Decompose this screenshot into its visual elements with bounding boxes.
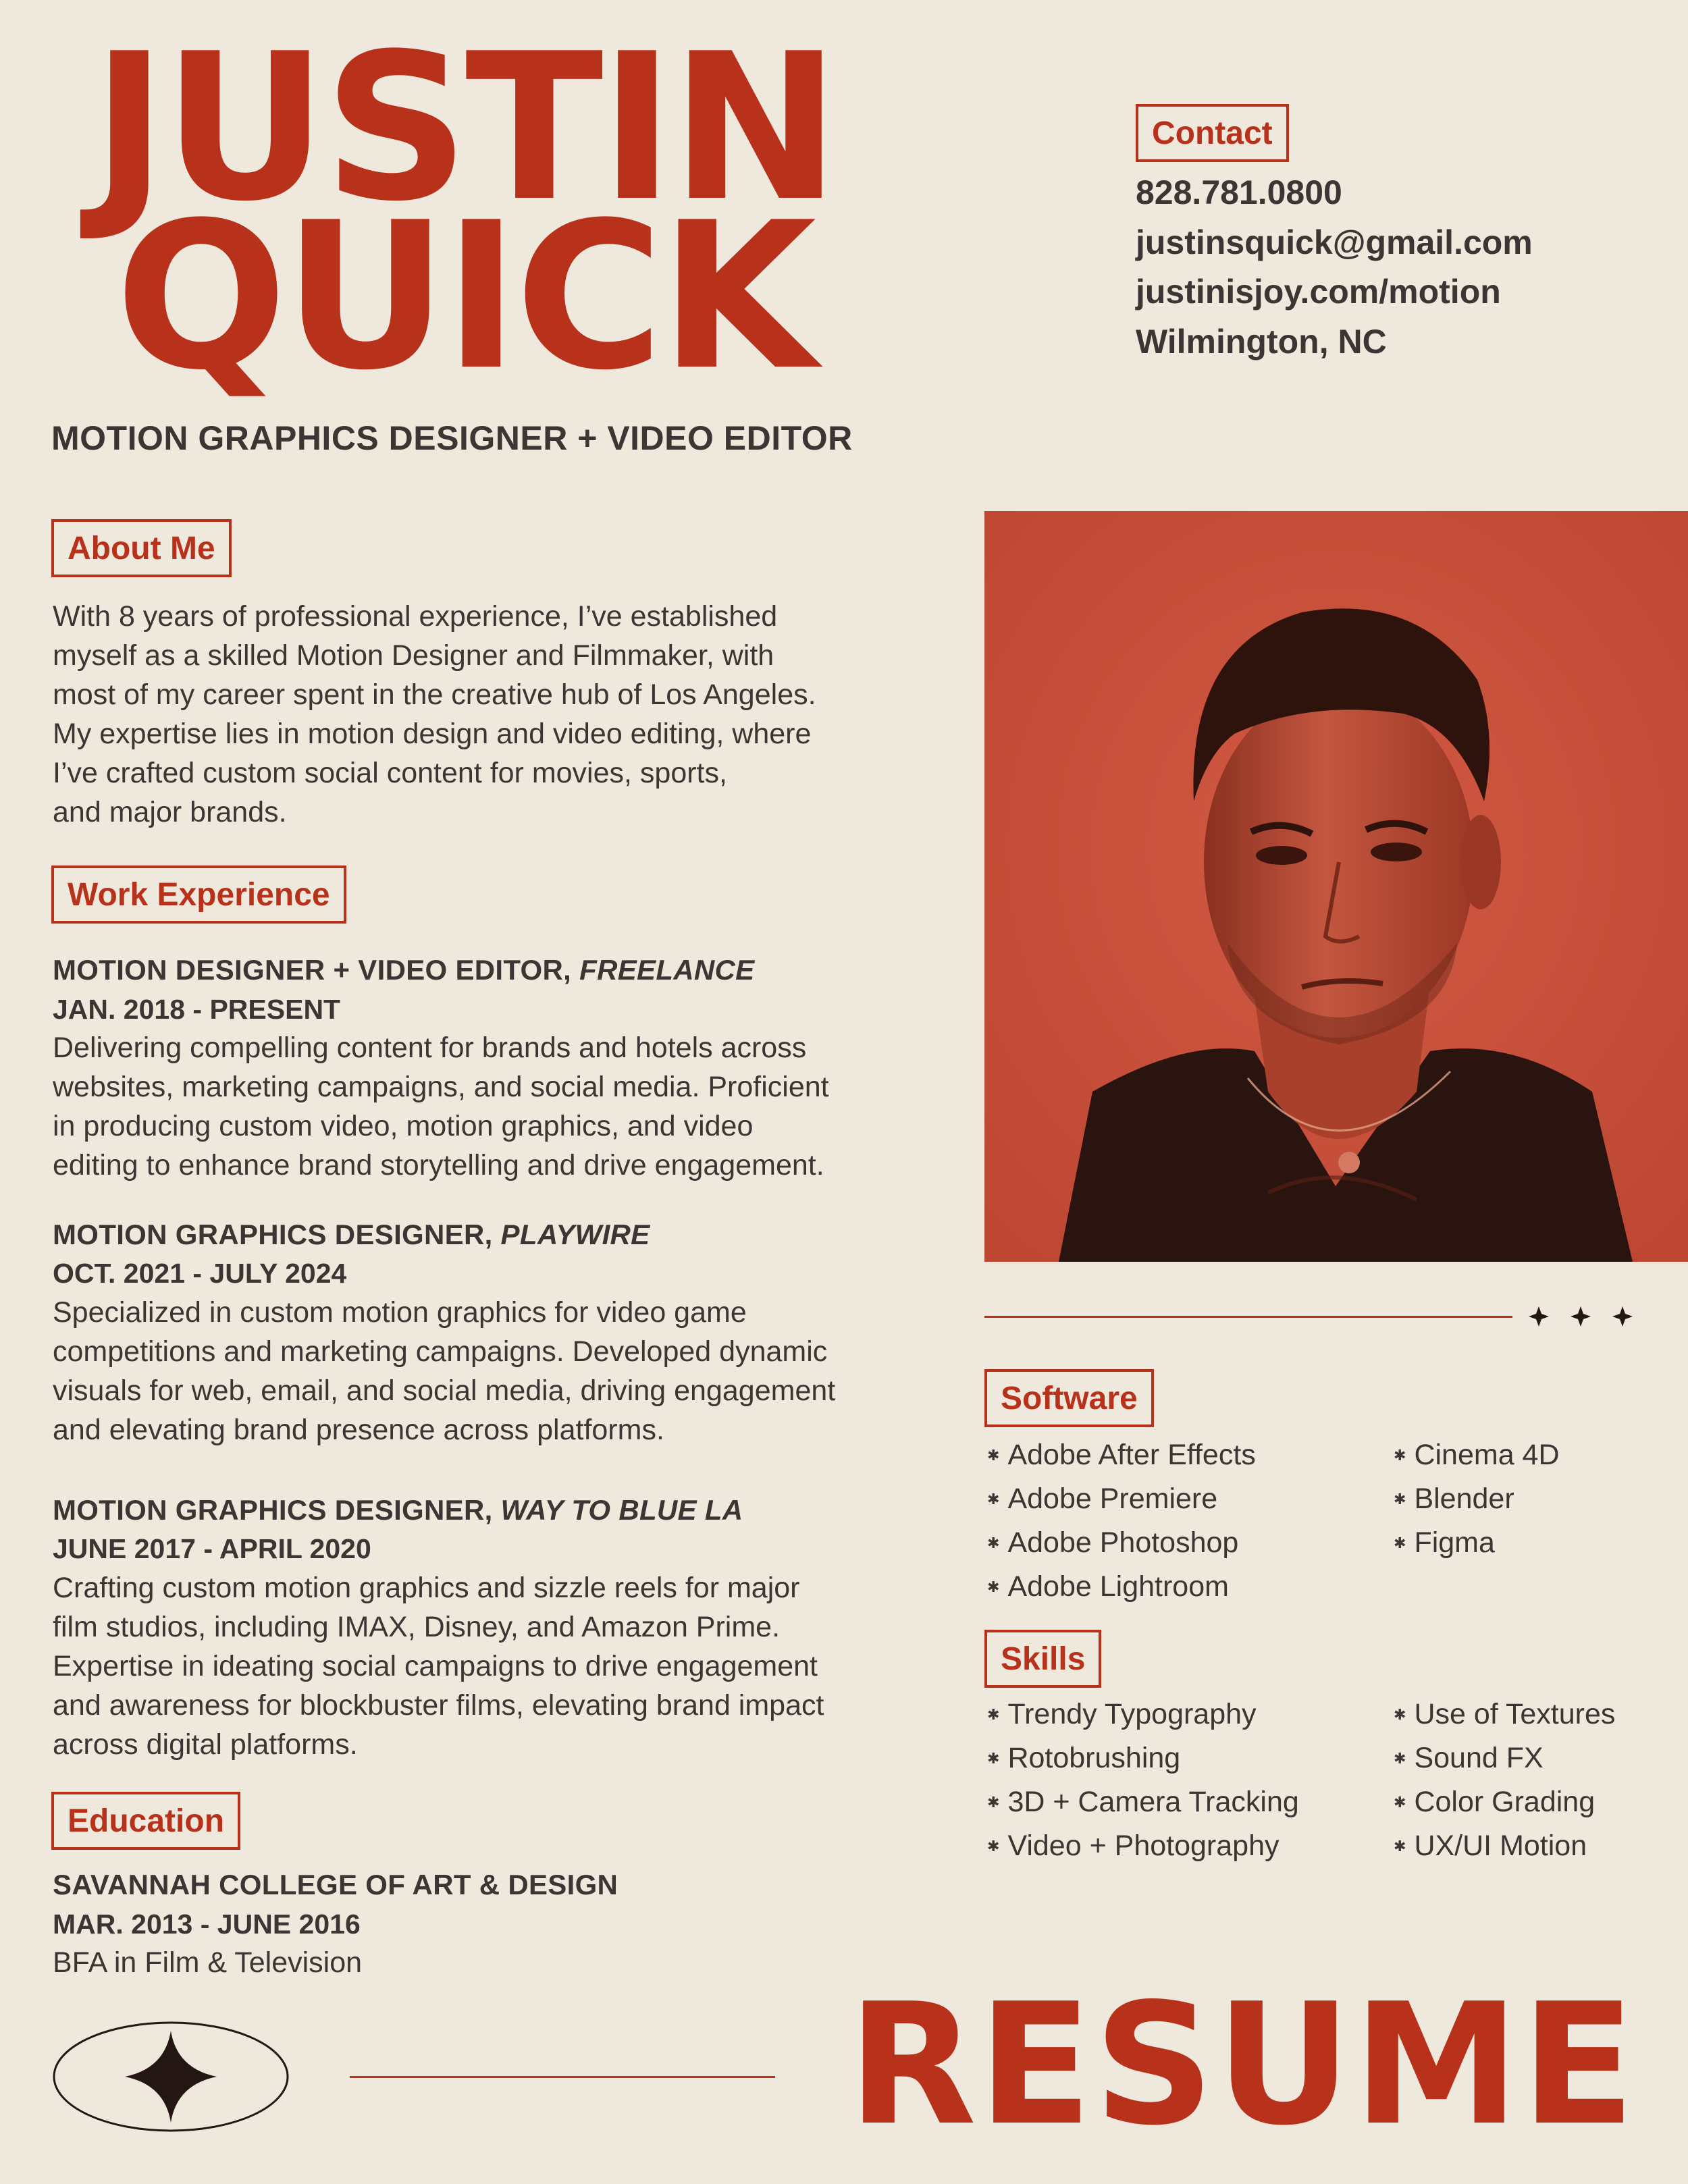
list-item: ✱ Sound FX: [1394, 1738, 1615, 1782]
list-item: ✱ Use of Textures: [1394, 1695, 1615, 1738]
job-1-title: [53, 954, 755, 986]
contact-email[interactable]: justinsquick@gmail.com: [1136, 223, 1533, 261]
job-3-dates: JUNE 2017 - APRIL 2020: [53, 1533, 371, 1564]
education-dates: MAR. 2013 - JUNE 2016: [53, 1909, 361, 1940]
job-line: websites, marketing campaigns, and social media. Proficient: [53, 1071, 829, 1103]
job-2-title: [53, 1219, 650, 1251]
job-line: Delivering compelling content for brands and hotels across: [53, 1032, 807, 1064]
job-3-description: [53, 1568, 951, 1764]
profile-photo: [984, 511, 1688, 1262]
resume-title: RESUME: [847, 1968, 1637, 2162]
education-heading: Education: [51, 1792, 240, 1850]
job-subtitle: MOTION GRAPHICS DESIGNER + VIDEO EDITOR: [51, 419, 853, 457]
software-list-col1: [987, 1435, 1256, 1611]
contact-phone[interactable]: 828.781.0800: [1136, 174, 1342, 211]
list-item: ✱ Adobe Lightroom: [987, 1567, 1256, 1611]
software-list-col2: [1394, 1435, 1560, 1567]
job-2-dates: OCT. 2021 - JULY 2024: [53, 1258, 347, 1289]
job-role: MOTION GRAPHICS DESIGNER,: [53, 1494, 493, 1526]
list-item: ✱ Adobe Premiere: [987, 1479, 1256, 1523]
contact-website[interactable]: justinisjoy.com/motion: [1136, 273, 1501, 311]
job-line: visuals for web, email, and social media, driving engagement: [53, 1375, 836, 1407]
about-line: My expertise lies in motion design and video editing, where: [53, 718, 812, 750]
about-line: myself as a skilled Motion Designer and Filmmaker, with: [53, 639, 774, 672]
job-line: Crafting custom motion graphics and sizzle reels for major: [53, 1572, 800, 1604]
about-line: With 8 years of professional experience, I’ve established: [53, 600, 778, 633]
job-line: Specialized in custom motion graphics for video game: [53, 1296, 747, 1329]
list-item: ✱ Blender: [1394, 1479, 1560, 1523]
job-line: across digital platforms.: [53, 1728, 358, 1761]
job-1-description: [53, 1028, 951, 1185]
last-name: QUICK: [115, 179, 813, 415]
job-company: WAY TO BLUE LA: [500, 1494, 743, 1526]
list-item: ✱ Adobe After Effects: [987, 1435, 1256, 1479]
job-company: PLAYWIRE: [500, 1219, 650, 1250]
list-item: ✱ Adobe Photoshop: [987, 1523, 1256, 1567]
job-line: in producing custom video, motion graphics, and video: [53, 1110, 754, 1142]
skills-list-col1: [987, 1695, 1299, 1870]
contact-location: Wilmington, NC: [1136, 323, 1387, 361]
contact-heading: Contact: [1136, 104, 1289, 162]
about-line: most of my career spent in the creative hub of Los Angeles.: [53, 678, 816, 711]
sparkle-stars-icon: [1527, 1305, 1635, 1328]
skills-heading: Skills: [984, 1630, 1101, 1688]
job-line: and awareness for blockbuster films, elevating brand impact: [53, 1689, 824, 1722]
job-line: competitions and marketing campaigns. Developed dynamic: [53, 1335, 828, 1368]
job-company: FREELANCE: [579, 954, 755, 986]
divider-line: [984, 1316, 1512, 1318]
job-role: MOTION GRAPHICS DESIGNER,: [53, 1219, 493, 1250]
skills-list-col2: [1394, 1695, 1615, 1870]
education-school: SAVANNAH COLLEGE OF ART & DESIGN: [53, 1869, 618, 1900]
job-2-description: [53, 1293, 951, 1449]
about-text: [53, 597, 951, 832]
four-point-star-icon: [51, 2019, 290, 2135]
job-1-dates: JAN. 2018 - PRESENT: [53, 994, 341, 1025]
list-item: ✱ Video + Photography: [987, 1826, 1299, 1870]
footer-divider-line: [350, 2076, 775, 2078]
job-role: MOTION DESIGNER + VIDEO EDITOR,: [53, 954, 572, 986]
job-3-title: [53, 1494, 743, 1526]
work-heading: Work Experience: [51, 865, 346, 924]
job-line: Expertise in ideating social campaigns to drive engagement: [53, 1650, 818, 1682]
job-line: editing to enhance brand storytelling and drive engagement.: [53, 1149, 824, 1181]
first-name: JUSTIN: [91, 10, 837, 246]
about-line: and major brands.: [53, 796, 287, 828]
list-item: ✱ UX/UI Motion: [1394, 1826, 1615, 1870]
education-degree: BFA in Film & Television: [53, 1946, 363, 1979]
about-line: I’ve crafted custom social content for movies, sports,: [53, 757, 727, 789]
list-item: ✱ Cinema 4D: [1394, 1435, 1560, 1479]
job-line: film studios, including IMAX, Disney, and Amazon Prime.: [53, 1611, 781, 1643]
list-item: ✱ Color Grading: [1394, 1782, 1615, 1826]
job-line: and elevating brand presence across platforms.: [53, 1414, 664, 1446]
software-heading: Software: [984, 1369, 1154, 1427]
list-item: ✱ 3D + Camera Tracking: [987, 1782, 1299, 1826]
about-heading: About Me: [51, 519, 232, 577]
list-item: ✱ Trendy Typography: [987, 1695, 1299, 1738]
list-item: ✱ Figma: [1394, 1523, 1560, 1567]
list-item: ✱ Rotobrushing: [987, 1738, 1299, 1782]
